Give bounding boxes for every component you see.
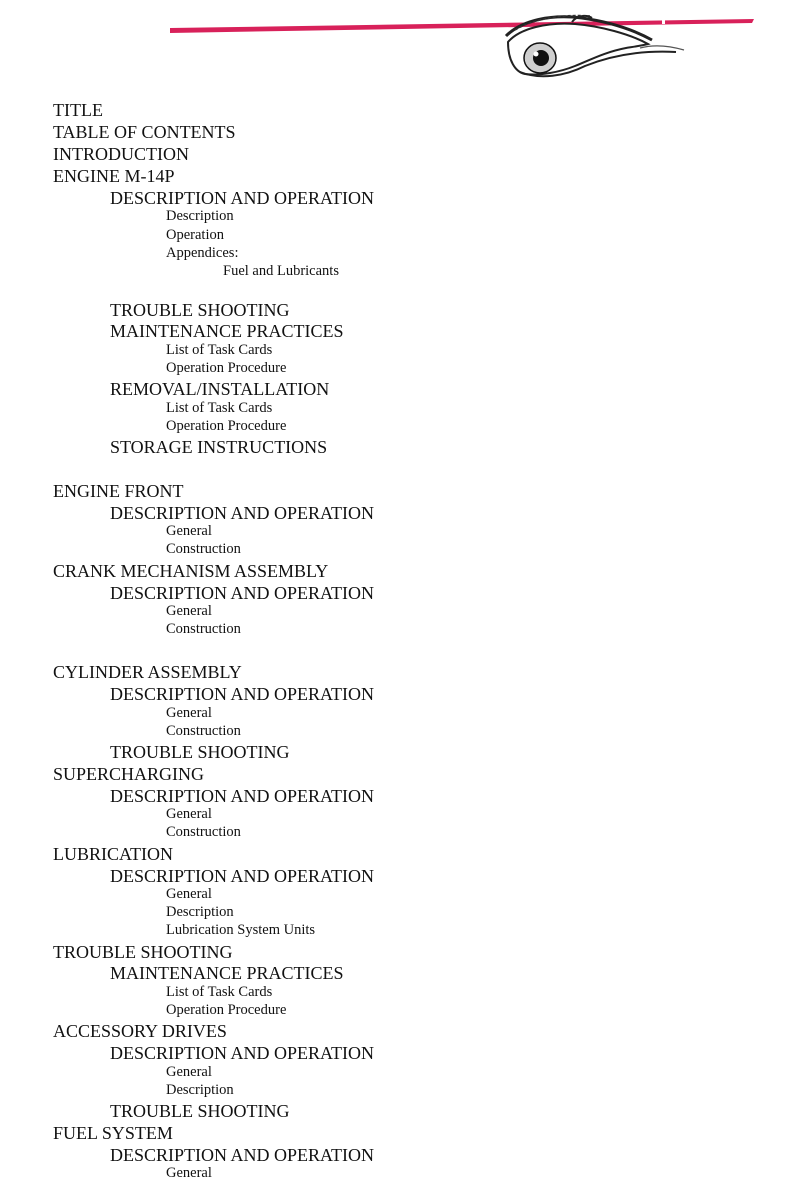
toc-entry-level-2: STORAGE INSTRUCTIONS xyxy=(110,437,328,457)
toc-entry-level-3: General xyxy=(166,705,212,721)
toc-entry-level-3: List of Task Cards xyxy=(166,984,273,1000)
toc-entry-level-2: REMOVAL/INSTALLATION xyxy=(110,379,330,399)
toc-entry-level-2: TROUBLE SHOOTING xyxy=(110,1101,290,1121)
toc-entry-level-1: LUBRICATION xyxy=(53,844,173,864)
toc-entry-level-3: Construction xyxy=(166,824,241,840)
toc-entry-level-2: MAINTENANCE PRACTICES xyxy=(110,321,344,341)
toc-entry-level-2: DESCRIPTION AND OPERATION xyxy=(110,503,375,523)
toc-entry-level-1: ENGINE FRONT xyxy=(53,481,184,501)
toc-entry-level-3: Lubrication System Units xyxy=(166,922,316,938)
toc-entry-level-1: ENGINE M-14P xyxy=(53,166,175,186)
toc-entry-level-2: DESCRIPTION AND OPERATION xyxy=(110,866,375,886)
toc-entry-level-3: Operation Procedure xyxy=(166,418,287,434)
toc-entry-level-3: Appendices: xyxy=(166,245,239,261)
toc-entry-level-3: List of Task Cards xyxy=(166,400,273,416)
toc-entry-level-1: TROUBLE SHOOTING xyxy=(53,942,233,962)
toc-entry-level-1: TABLE OF CONTENTS xyxy=(53,122,236,142)
toc-entry-level-4: Fuel and Lubricants xyxy=(223,263,339,279)
toc-entry-level-3: Construction xyxy=(166,621,241,637)
toc-entry-level-1: ACCESSORY DRIVES xyxy=(53,1021,227,1041)
toc-entry-level-3: General xyxy=(166,523,212,539)
toc-entry-level-2: DESCRIPTION AND OPERATION xyxy=(110,684,375,704)
toc-entry-level-3: List of Task Cards xyxy=(166,342,273,358)
toc-entry-level-1: SUPERCHARGING xyxy=(53,764,205,784)
toc-entry-level-3: Operation xyxy=(166,227,224,243)
toc-entry-level-2: DESCRIPTION AND OPERATION xyxy=(110,786,375,806)
toc-entry-level-2: DESCRIPTION AND OPERATION xyxy=(110,1043,375,1063)
toc-entry-level-2: MAINTENANCE PRACTICES xyxy=(110,963,344,983)
toc-entry-level-3: General xyxy=(166,806,212,822)
toc-entry-level-3: Description xyxy=(166,1082,234,1098)
toc-entry-level-1: CRANK MECHANISM ASSEMBLY xyxy=(53,561,329,581)
toc-entry-level-1: TITLE xyxy=(53,100,103,120)
toc-entry-level-3: General xyxy=(166,886,212,902)
toc-entry-level-3: Description xyxy=(166,208,234,224)
toc-entry-level-3: General xyxy=(166,603,212,619)
toc-entry-level-2: DESCRIPTION AND OPERATION xyxy=(110,188,375,208)
toc-entry-level-3: Operation Procedure xyxy=(166,360,287,376)
toc-entry-level-3: Operation Procedure xyxy=(166,1002,287,1018)
toc-entry-level-3: Construction xyxy=(166,541,241,557)
toc-entry-level-1: CYLINDER ASSEMBLY xyxy=(53,662,242,682)
toc-entry-level-2: TROUBLE SHOOTING xyxy=(110,742,290,762)
toc-entry-level-2: DESCRIPTION AND OPERATION xyxy=(110,583,375,603)
toc-entry-level-3: General xyxy=(166,1165,212,1181)
toc-entry-level-1: INTRODUCTION xyxy=(53,144,189,164)
toc-entry-level-3: Description xyxy=(166,904,234,920)
toc-entry-level-1: FUEL SYSTEM xyxy=(53,1123,173,1143)
toc-entry-level-3: General xyxy=(166,1064,212,1080)
toc-entry-level-2: DESCRIPTION AND OPERATION xyxy=(110,1145,375,1165)
toc-entry-level-2: TROUBLE SHOOTING xyxy=(110,300,290,320)
toc-entry-level-3: Construction xyxy=(166,723,241,739)
